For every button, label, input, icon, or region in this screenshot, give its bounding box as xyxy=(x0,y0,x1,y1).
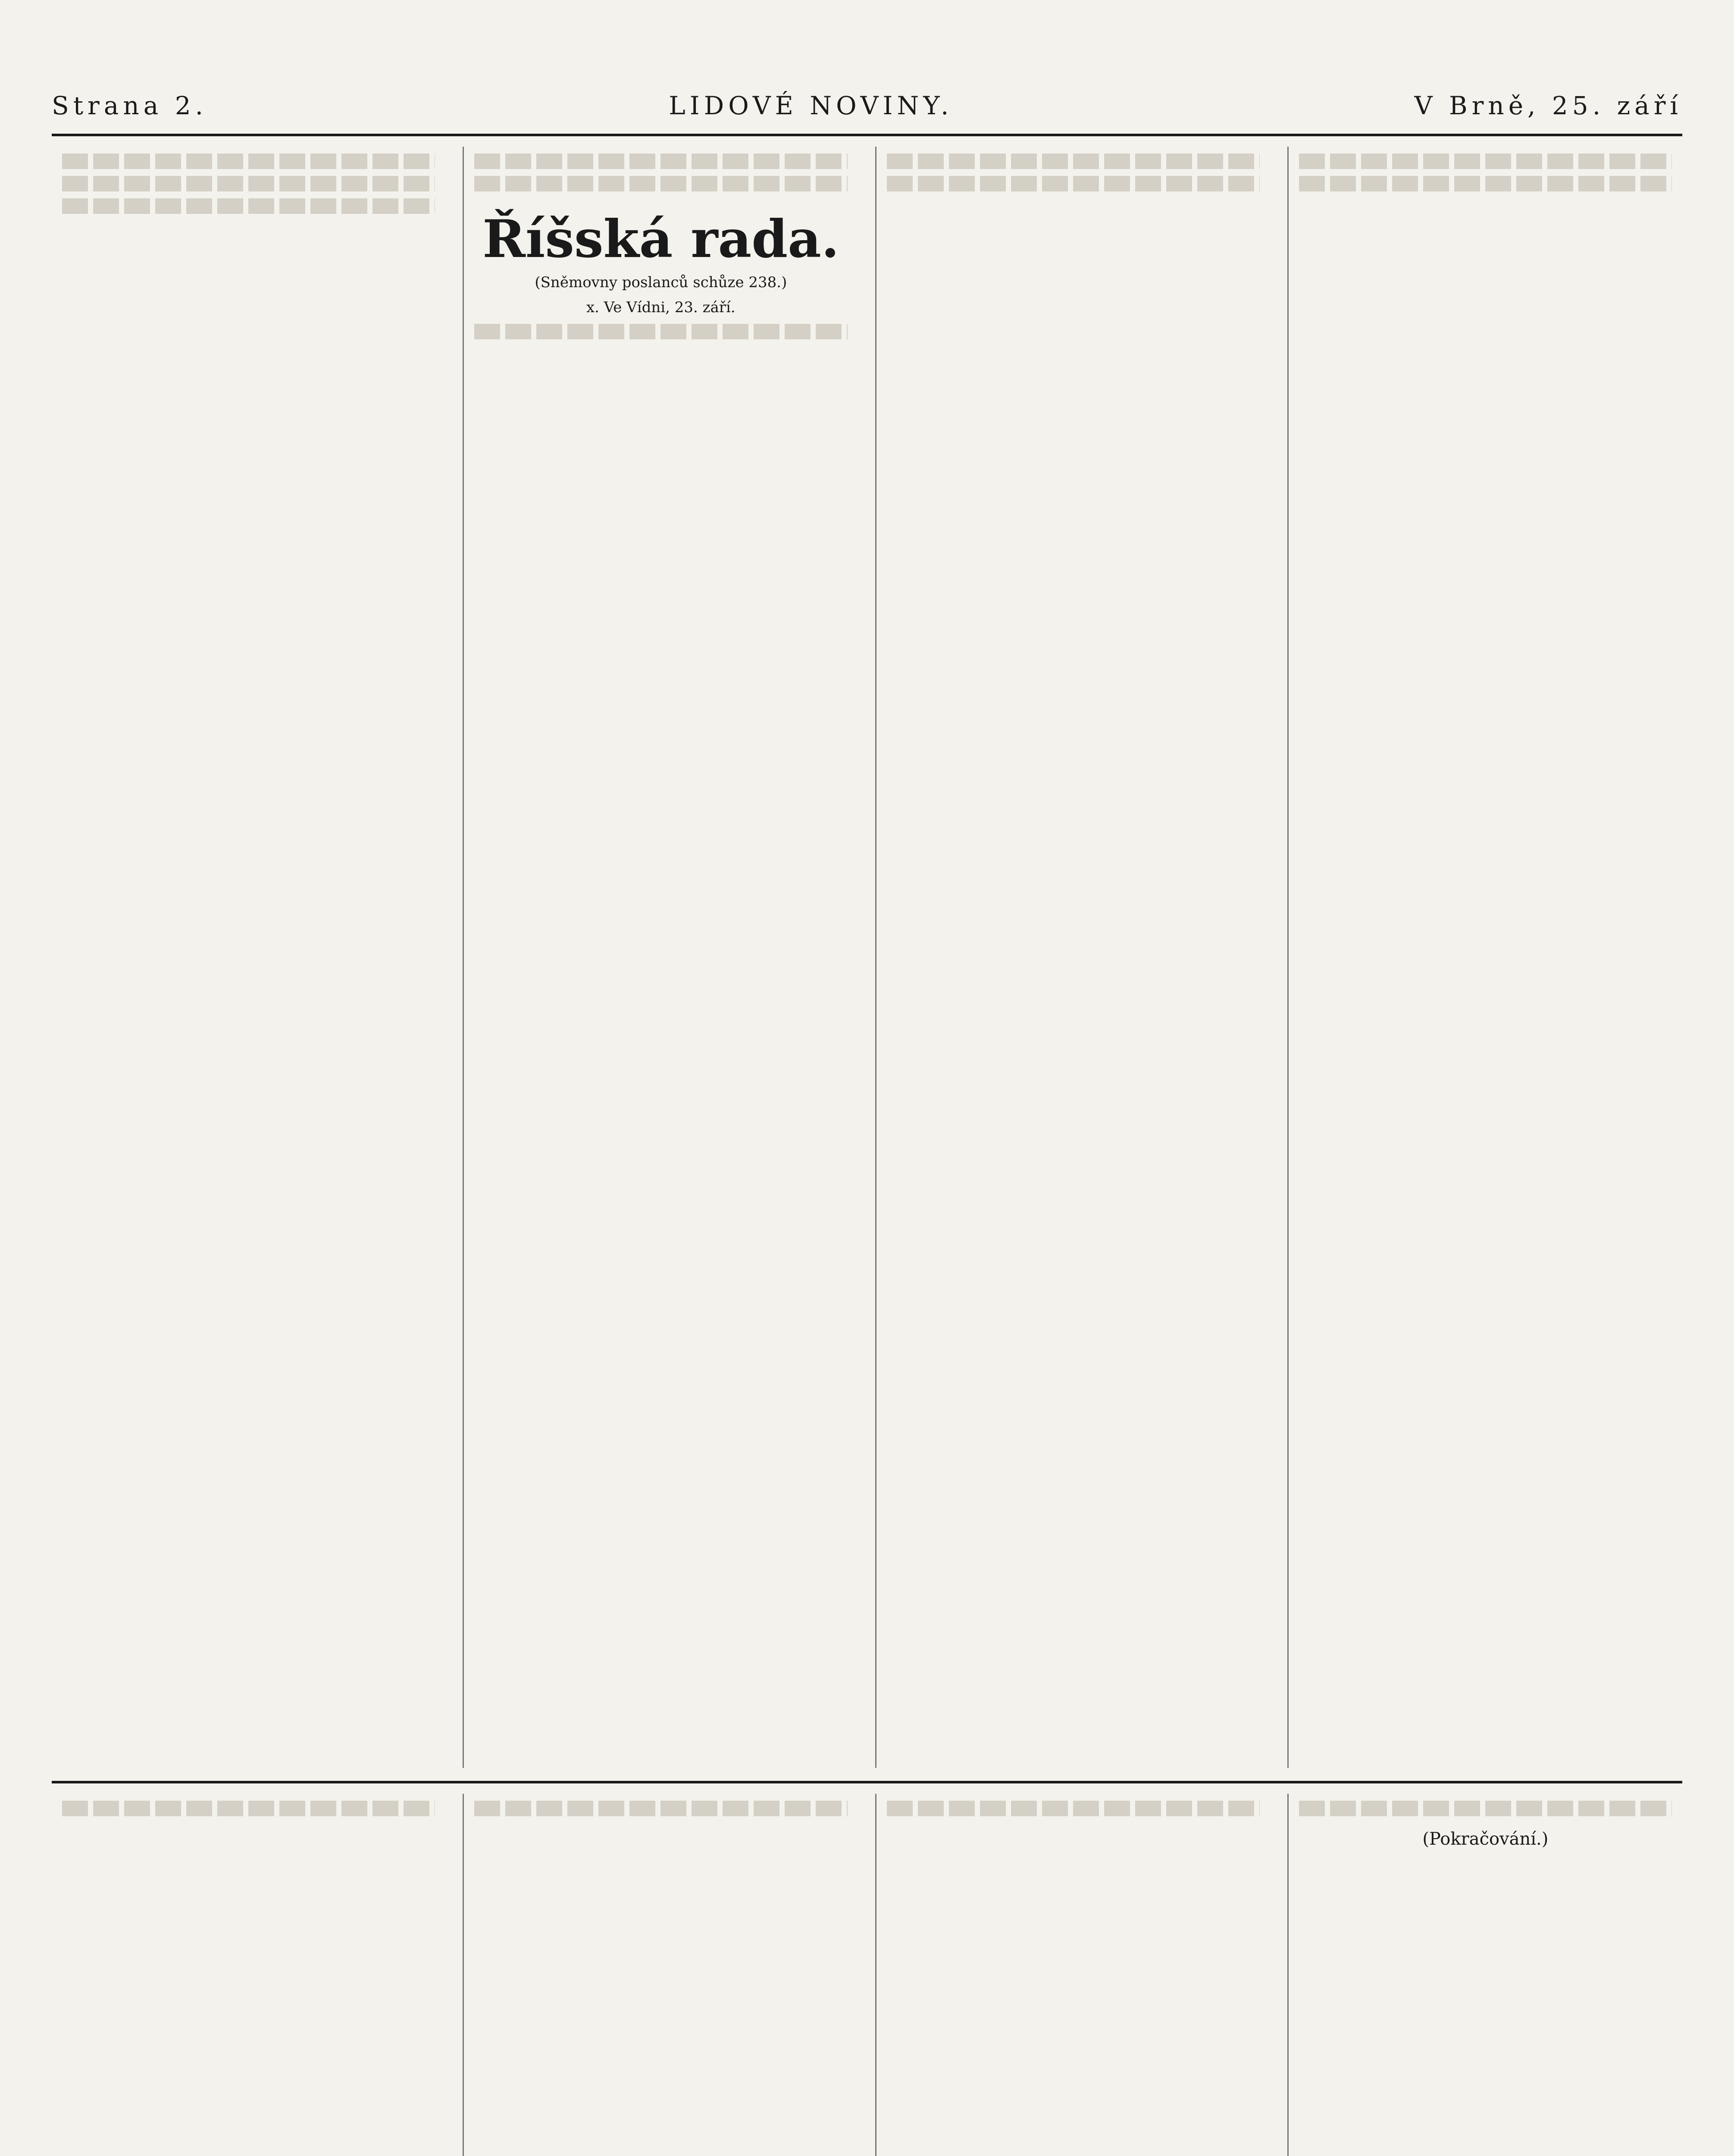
upper-columns xyxy=(52,147,1682,1768)
section-dateline: x. Ve Vídni, 23. září. xyxy=(586,299,736,316)
section-title: Říšská rada. xyxy=(482,209,839,270)
feuilleton-columns xyxy=(52,1794,1682,2156)
serial-closing: (Pokračování.) xyxy=(1422,1829,1549,1849)
feuilleton-rule xyxy=(52,1781,1682,1783)
column-4 xyxy=(1287,147,1682,1768)
feuilleton-column-4 xyxy=(1287,1794,1682,2156)
masthead-rule xyxy=(52,134,1682,136)
feuilleton-column-3 xyxy=(875,1794,1270,2156)
section-subtitle: (Sněmovny poslanců schůze 238.) xyxy=(535,274,787,291)
masthead xyxy=(52,82,1682,129)
column-3 xyxy=(875,147,1270,1768)
feuilleton-column-2 xyxy=(463,1794,858,2156)
column-1 xyxy=(52,147,445,1768)
column-2 xyxy=(463,147,858,1768)
dateline: V Brně, 25. září xyxy=(1414,91,1682,120)
newspaper-title: LIDOVÉ NOVINY. xyxy=(669,91,953,120)
page-number: Strana 2. xyxy=(52,91,208,120)
feuilleton-column-1 xyxy=(52,1794,445,2156)
